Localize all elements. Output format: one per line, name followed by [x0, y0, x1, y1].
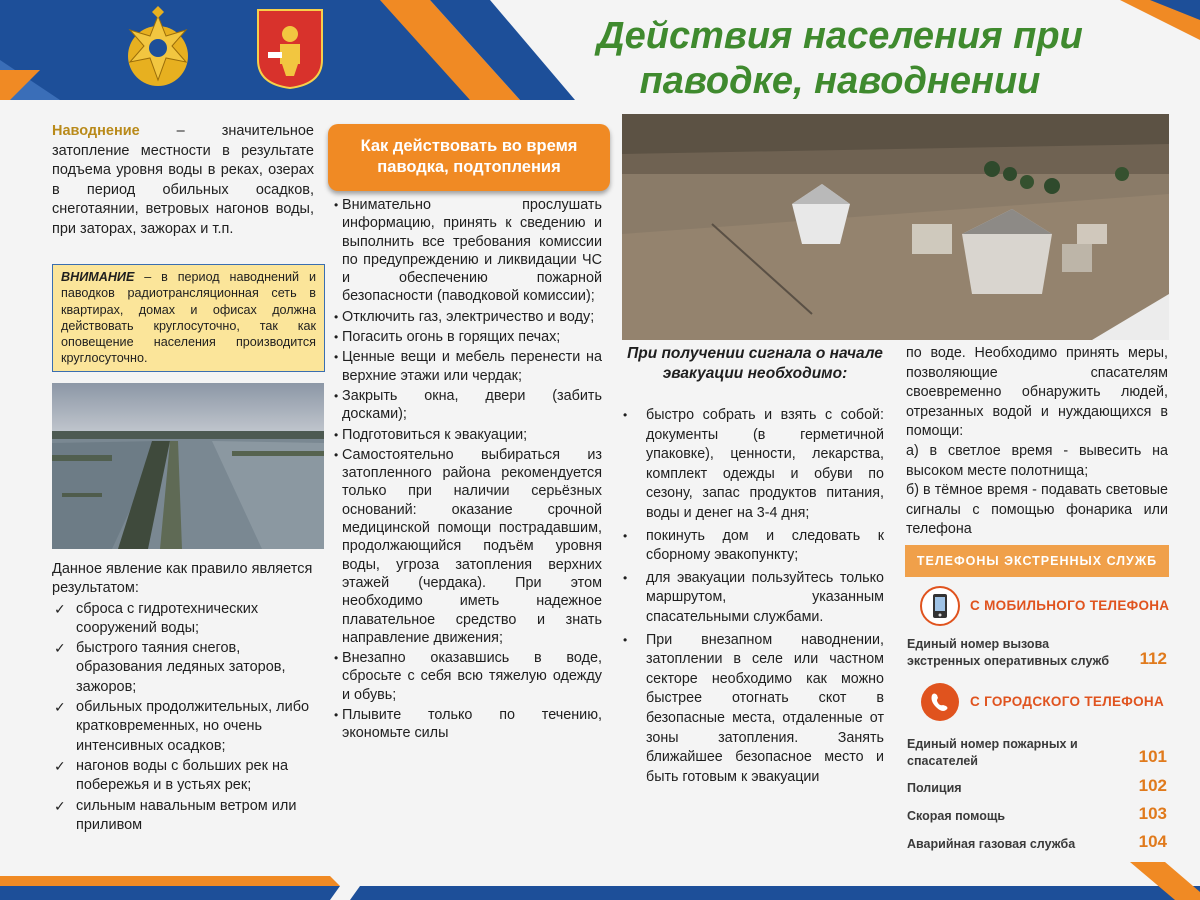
mobile-phone-icon — [920, 586, 960, 626]
title-line-1: Действия населения при — [597, 15, 1083, 57]
service-number: 102 — [1138, 776, 1167, 795]
attention-box — [52, 264, 325, 372]
checkmark-icon: ✓ — [54, 640, 66, 657]
footer-band — [0, 862, 1200, 900]
mobile-service-row: Единый номер вызова экстренных оперативных служб 112 — [907, 637, 1167, 668]
mobile-phone-row — [920, 586, 1170, 628]
definition-term: Наводнение — [52, 123, 140, 139]
list-item: ✓ сброса с гидротехнических сооружений воды; — [54, 600, 259, 636]
evacuation-continuation: по воде. Необходимо принять меры, позволяющие спасателям своевременно обнаружить людей, отрезанных водой и нуждающихся в помощи: а) в светлое время - вывесить на высоком месте полотнища; б) в тёмное время - подавать световые сигналы с помощью фонарика или телефона — [906, 345, 1168, 538]
list-item: • для эвакуации пользуйтесь только маршрутом, указанным спасательными службами. — [620, 569, 884, 628]
list-item: • Плывите только по течению, экономьте силы — [334, 706, 602, 743]
causes-block — [52, 560, 320, 836]
service-row: Скорая помощь 103 — [907, 804, 1167, 823]
list-item: • покинуть дом и следовать к сборному эвакопункту; — [620, 527, 884, 566]
list-item: • быстро собрать и взять с собой: документы (в герметичной упаковке), ценности, лекарства, комплект одежды и обуви по сезону, запас продуктов питания, воды и денег на 3-4 дня; — [620, 406, 884, 524]
flooded-road-photo — [52, 383, 324, 549]
vologda-coat-of-arms-icon — [254, 6, 326, 90]
causes-list — [52, 600, 320, 836]
actions-list — [334, 196, 602, 743]
list-item: ✓ сильным навальным ветром или приливом — [54, 797, 297, 833]
list-item: • Ценные вещи и мебель перенести на верхние этажи или чердак; — [334, 348, 602, 385]
list-item: • Внезапно оказавшись в воде, сбросьте с себя всю тяжелую одежду и обувь; — [334, 649, 602, 704]
emergency-phones-heading: ТЕЛЕФОНЫ ЭКСТРЕННЫХ СЛУЖБ — [905, 545, 1169, 577]
attention-text: – в период наводнений и паводков радиотрансляционная сеть в квартирах, домах и офисах должна действовать круглосуточно, так как оповещение населения производится круглосуточно. — [61, 270, 316, 366]
list-item: • Внимательно прослушать информацию, принять к сведению и выполнить все требования комиссии по предупреждению и ликвидации ЧС и обеспечению пожарной безопасности (паводковой комиссии); — [334, 196, 602, 306]
service-row: Аварийная газовая служба 104 — [907, 832, 1167, 851]
list-item: • Отключить газ, электричество и воду; — [334, 308, 602, 326]
title-line-2: паводке, наводнении — [639, 60, 1041, 102]
page-title — [560, 14, 1120, 104]
list-item: • Закрыть окна, двери (забить досками); — [334, 387, 602, 424]
definition-block — [52, 122, 314, 239]
list-item: • Погасить огонь в горящих печах; — [334, 328, 602, 346]
mchs-emblem-icon — [122, 6, 194, 90]
mobile-phone-label: С МОБИЛЬНОГО ТЕЛЕФОНА — [970, 598, 1170, 613]
evacuation-heading: При получении сигнала о начале эвакуации необходимо: — [627, 345, 883, 382]
service-number: 103 — [1138, 804, 1167, 823]
service-number: 104 — [1138, 832, 1167, 851]
list-item: • Самостоятельно выбираться из затопленного района рекомендуется только при наличии серьёзных оснований: оказание срочной медицинской помощи пострадавшим, продолжающийся подъём уровня воды, угроза затопления верхних этажей (чердака). При этом необходимо иметь надежное плавательное средство и знать направление движения; — [334, 446, 602, 647]
flooded-houses-aerial-photo — [622, 114, 1169, 340]
mobile-number: 112 — [1139, 649, 1167, 668]
actions-heading: Как действовать во время паводка, подтопления — [328, 124, 610, 191]
checkmark-icon: ✓ — [54, 797, 66, 814]
checkmark-icon: ✓ — [54, 699, 66, 716]
definition-text: – значительное затопление местности в результате подъема уровня воды в реках, озерах в период обильных осадков, снеготаянии, ветровых нагонов воды, при заторах, зажорах и т.п. — [52, 123, 314, 237]
list-item: ✓ нагонов воды с больших рек на побережья и в устьях рек; — [54, 757, 289, 794]
service-row: Полиция 102 — [907, 776, 1167, 795]
attention-label: ВНИМАНИЕ — [61, 270, 135, 284]
list-item: ✓ быстрого таяния снегов, образования ледяных заторов, зажоров; — [54, 640, 286, 695]
landline-phone-label: С ГОРОДСКОГО ТЕЛЕФОНА — [970, 694, 1165, 709]
list-item: • Подготовиться к эвакуации; — [334, 426, 602, 444]
checkmark-icon: ✓ — [54, 757, 66, 774]
landline-phone-icon — [920, 682, 960, 722]
service-number: 101 — [1138, 747, 1167, 766]
list-item: ✓ обильных продолжительных, либо кратковременных, но очень интенсивных осадков; — [54, 699, 310, 754]
actions-block — [334, 196, 602, 745]
landline-phone-row — [920, 682, 1170, 724]
evacuation-list — [620, 406, 884, 787]
checkmark-icon: ✓ — [54, 600, 66, 617]
causes-intro: Данное явление как правило является результатом: — [52, 561, 313, 597]
list-item: • При внезапном наводнении, затоплении в селе или частном секторе необходимо как можно быстрее отогнать скот в безопасные места, отдаленные от зоны затопления. Занять ближайшее безопасное место и быть готовым к эвакуации — [620, 631, 884, 788]
service-row: Единый номер пожарных и спасателей 101 — [907, 737, 1167, 768]
evacuation-block — [620, 406, 884, 790]
